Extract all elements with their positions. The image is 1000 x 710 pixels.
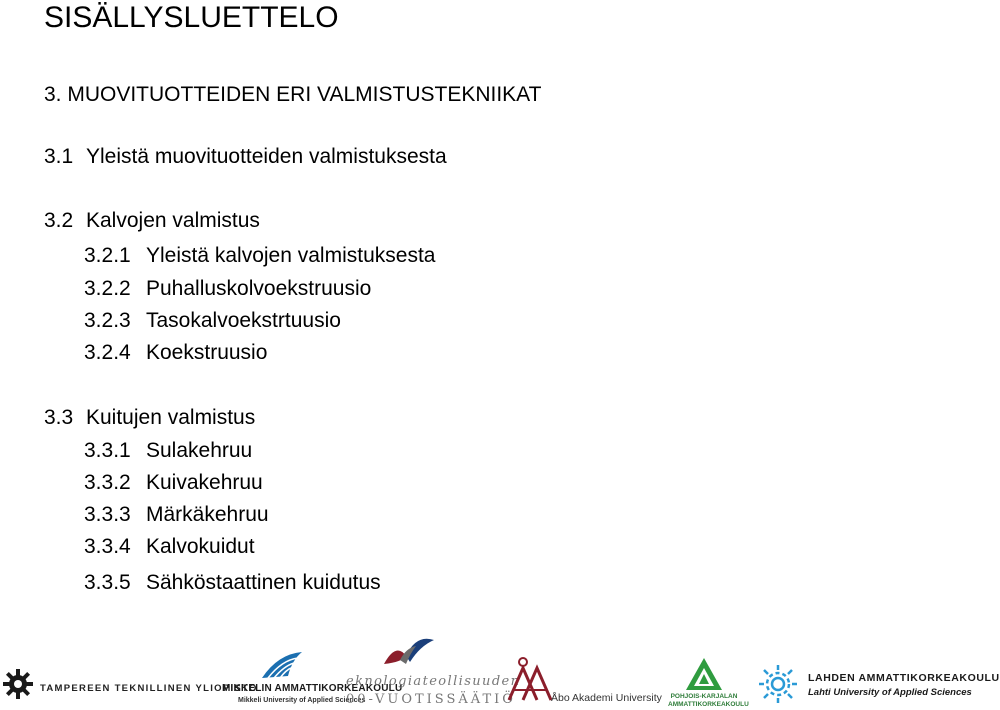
toc-item-text: Yleistä kalvojen valmistuksesta bbox=[146, 244, 436, 267]
toc-item-text: Kalvojen valmistus bbox=[86, 209, 260, 232]
toc-item-number: 3.2.4 bbox=[84, 341, 131, 364]
page-title: SISÄLLYSLUETTELO bbox=[44, 1, 339, 34]
pkamk-line2: AMMATTIKORKEAKOULU bbox=[668, 701, 749, 708]
toc-item-number: 3.3.4 bbox=[84, 535, 131, 558]
toc-item-text: Kuivakehruu bbox=[146, 471, 263, 494]
toc-item-text: Tasokalvoekstrtuusio bbox=[146, 309, 341, 332]
toc-item-text: Sähköstaattinen kuidutus bbox=[146, 571, 381, 594]
toc-item-3-3 bbox=[44, 405, 255, 431]
toc-item-3-3-4 bbox=[84, 534, 255, 560]
toc-item-text: Kuitujen valmistus bbox=[86, 406, 256, 429]
lamk-logo-sub: Lahti University of Applied Sciences bbox=[808, 687, 972, 698]
gear-cog-icon bbox=[2, 668, 34, 700]
toc-item-3-3-5 bbox=[84, 570, 381, 596]
toc-item-3-2-3 bbox=[84, 308, 341, 334]
toc-item-number: 3.3 bbox=[44, 406, 74, 429]
toc-item-number: 3.3.3 bbox=[84, 503, 131, 526]
toc-item-number: 3.3.5 bbox=[84, 571, 131, 594]
mamk-logo-sub: Mikkeli University of Applied Sciences bbox=[238, 697, 366, 704]
lamk-logo-name: LAHDEN AMMATTIKORKEAKOULU bbox=[808, 672, 1000, 684]
chapter-heading: 3. MUOVITUOTTEIDEN ERI VALMISTUSTEKNIIKAT bbox=[44, 83, 542, 106]
lamk-logo bbox=[758, 664, 1000, 708]
toc-item-text: Märkäkehruu bbox=[146, 503, 269, 526]
toc-item-3-2-4 bbox=[84, 340, 267, 366]
toc-item-3-2-1 bbox=[84, 243, 435, 269]
toc-item-number: 3.3.1 bbox=[84, 439, 131, 462]
toc-item-text: Kalvokuidut bbox=[146, 535, 255, 558]
bird-icon bbox=[376, 634, 440, 670]
tts-logo-bottom: 00-VUOTISSÄÄTIÖ bbox=[346, 692, 516, 707]
toc-item-3-3-3 bbox=[84, 502, 269, 528]
wave-icon bbox=[258, 650, 318, 682]
abo-logo bbox=[505, 656, 662, 708]
toc-item-text: Koekstruusio bbox=[146, 341, 268, 364]
toc-item-number: 3.1 bbox=[44, 145, 74, 168]
toc-item-text: Puhalluskolvoekstruusio bbox=[146, 277, 372, 300]
toc-item-number: 3.2 bbox=[44, 209, 74, 232]
pkamk-logo-text bbox=[668, 693, 749, 709]
tts-logo bbox=[346, 634, 521, 710]
toc-item-3-3-2 bbox=[84, 470, 263, 496]
toc-item-3-2 bbox=[44, 208, 260, 234]
sun-swirl-icon bbox=[758, 664, 798, 704]
tut-logo bbox=[0, 672, 258, 702]
partner-logos bbox=[0, 628, 1000, 710]
pkamk-line1: POHJOIS-KARJALAN bbox=[670, 693, 738, 700]
pkamk-logo bbox=[668, 656, 749, 710]
toc-item-text: Sulakehruu bbox=[146, 439, 253, 462]
mamk-logo bbox=[222, 650, 403, 708]
mamk-logo-name: MIKKELIN AMMATTIKORKEAKOULU bbox=[222, 683, 403, 694]
toc-item-text: Yleistä muovituotteiden valmistuksesta bbox=[86, 145, 447, 168]
triangle-mountain-icon bbox=[684, 656, 724, 692]
toc-item-3-3-1 bbox=[84, 438, 252, 464]
tut-logo-text: TAMPEREEN TEKNILLINEN YLIOPISTO bbox=[40, 683, 258, 694]
toc-item-number: 3.2.2 bbox=[84, 277, 131, 300]
tts-logo-top: eknologiateollisuuden bbox=[346, 674, 521, 689]
abo-arch-icon bbox=[505, 656, 555, 702]
toc-item-number: 3.2.3 bbox=[84, 309, 131, 332]
toc-item-number: 3.2.1 bbox=[84, 244, 131, 267]
toc-item-number: 3.3.2 bbox=[84, 471, 131, 494]
toc-item-3-1 bbox=[44, 144, 447, 170]
toc-item-3-2-2 bbox=[84, 276, 371, 302]
abo-logo-text: Åbo Akademi University bbox=[551, 692, 662, 704]
